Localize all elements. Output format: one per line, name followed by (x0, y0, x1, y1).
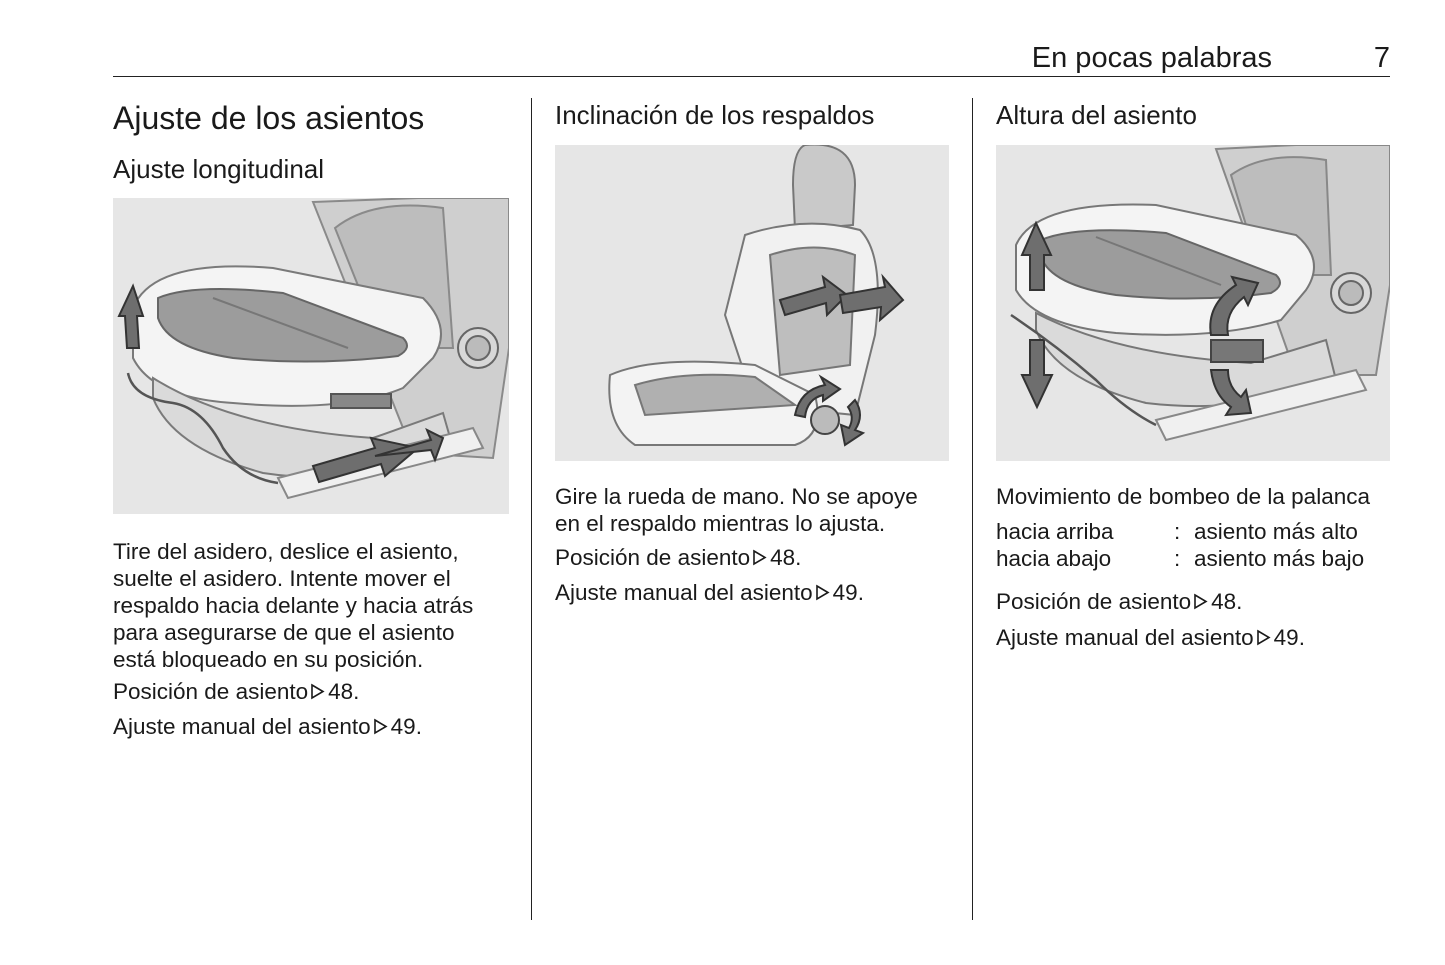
body-line: para asegurarse de que el asiento (113, 620, 455, 645)
page-reference-arrow-icon (1256, 629, 1271, 646)
intro-text: Movimiento de bombeo de la palanca (996, 484, 1370, 509)
cross-reference-seat-position[interactable] (996, 588, 1242, 615)
cross-reference-seat-position[interactable] (555, 544, 801, 571)
cross-reference-manual-adjustment[interactable] (996, 624, 1305, 651)
reference-page: 49. (832, 580, 864, 605)
cross-reference-manual-adjustment[interactable] (555, 579, 864, 606)
body-line: suelte el asidero. Intente mover el (113, 566, 451, 591)
column-divider (972, 98, 973, 920)
body-line: respaldo hacia delante y hacia atrás (113, 593, 474, 618)
page-reference-arrow-icon (752, 549, 767, 566)
row-separator: : (1174, 546, 1181, 571)
reference-text: Posición de asiento (555, 545, 751, 570)
reference-text: Posición de asiento (996, 589, 1192, 614)
body-line: está bloqueado en su posición. (113, 647, 424, 672)
reference-page: 49. (390, 714, 422, 739)
reference-page: 48. (1211, 589, 1243, 614)
body-line: Tire del asidero, deslice el asiento, (113, 539, 459, 564)
page-reference-arrow-icon (1193, 593, 1208, 610)
reference-page: 48. (770, 545, 802, 570)
column-divider (531, 98, 532, 920)
cross-reference-manual-adjustment[interactable] (113, 713, 422, 740)
running-header (113, 40, 1390, 77)
heading-backrest-recline: Inclinación de los respaldos (555, 100, 875, 130)
row-value: asiento más alto (1194, 519, 1358, 544)
row-key: hacia arriba (996, 519, 1114, 544)
cross-reference-seat-position[interactable] (113, 678, 359, 705)
reference-page: 49. (1273, 625, 1305, 650)
seatback-recline-illustration (555, 145, 949, 461)
section-title: En pocas palabras (1031, 42, 1272, 74)
page-reference-arrow-icon (310, 683, 325, 700)
body-line: Gire la rueda de mano. No se apoye (555, 484, 918, 509)
reference-text: Ajuste manual del asiento (996, 625, 1254, 650)
seat-height-illustration (996, 145, 1390, 461)
subheading-longitudinal: Ajuste longitudinal (113, 154, 325, 184)
heading-seat-height: Altura del asiento (996, 100, 1197, 130)
row-key: hacia abajo (996, 546, 1112, 571)
reference-text: Ajuste manual del asiento (555, 580, 813, 605)
reference-text: Ajuste manual del asiento (113, 714, 371, 739)
reference-page: 48. (328, 679, 360, 704)
body-text (113, 538, 473, 673)
body-line: en el respaldo mientras lo ajusta. (555, 511, 886, 536)
page-reference-arrow-icon (815, 584, 830, 601)
row-value: asiento más bajo (1194, 546, 1365, 571)
reference-text: Posición de asiento (113, 679, 309, 704)
body-text (555, 483, 918, 537)
page-number: 7 (1373, 42, 1390, 74)
seat-longitudinal-illustration (113, 198, 509, 514)
heading-seat-adjustment: Ajuste de los asientos (113, 100, 425, 136)
row-separator: : (1174, 519, 1181, 544)
page-reference-arrow-icon (373, 718, 388, 735)
